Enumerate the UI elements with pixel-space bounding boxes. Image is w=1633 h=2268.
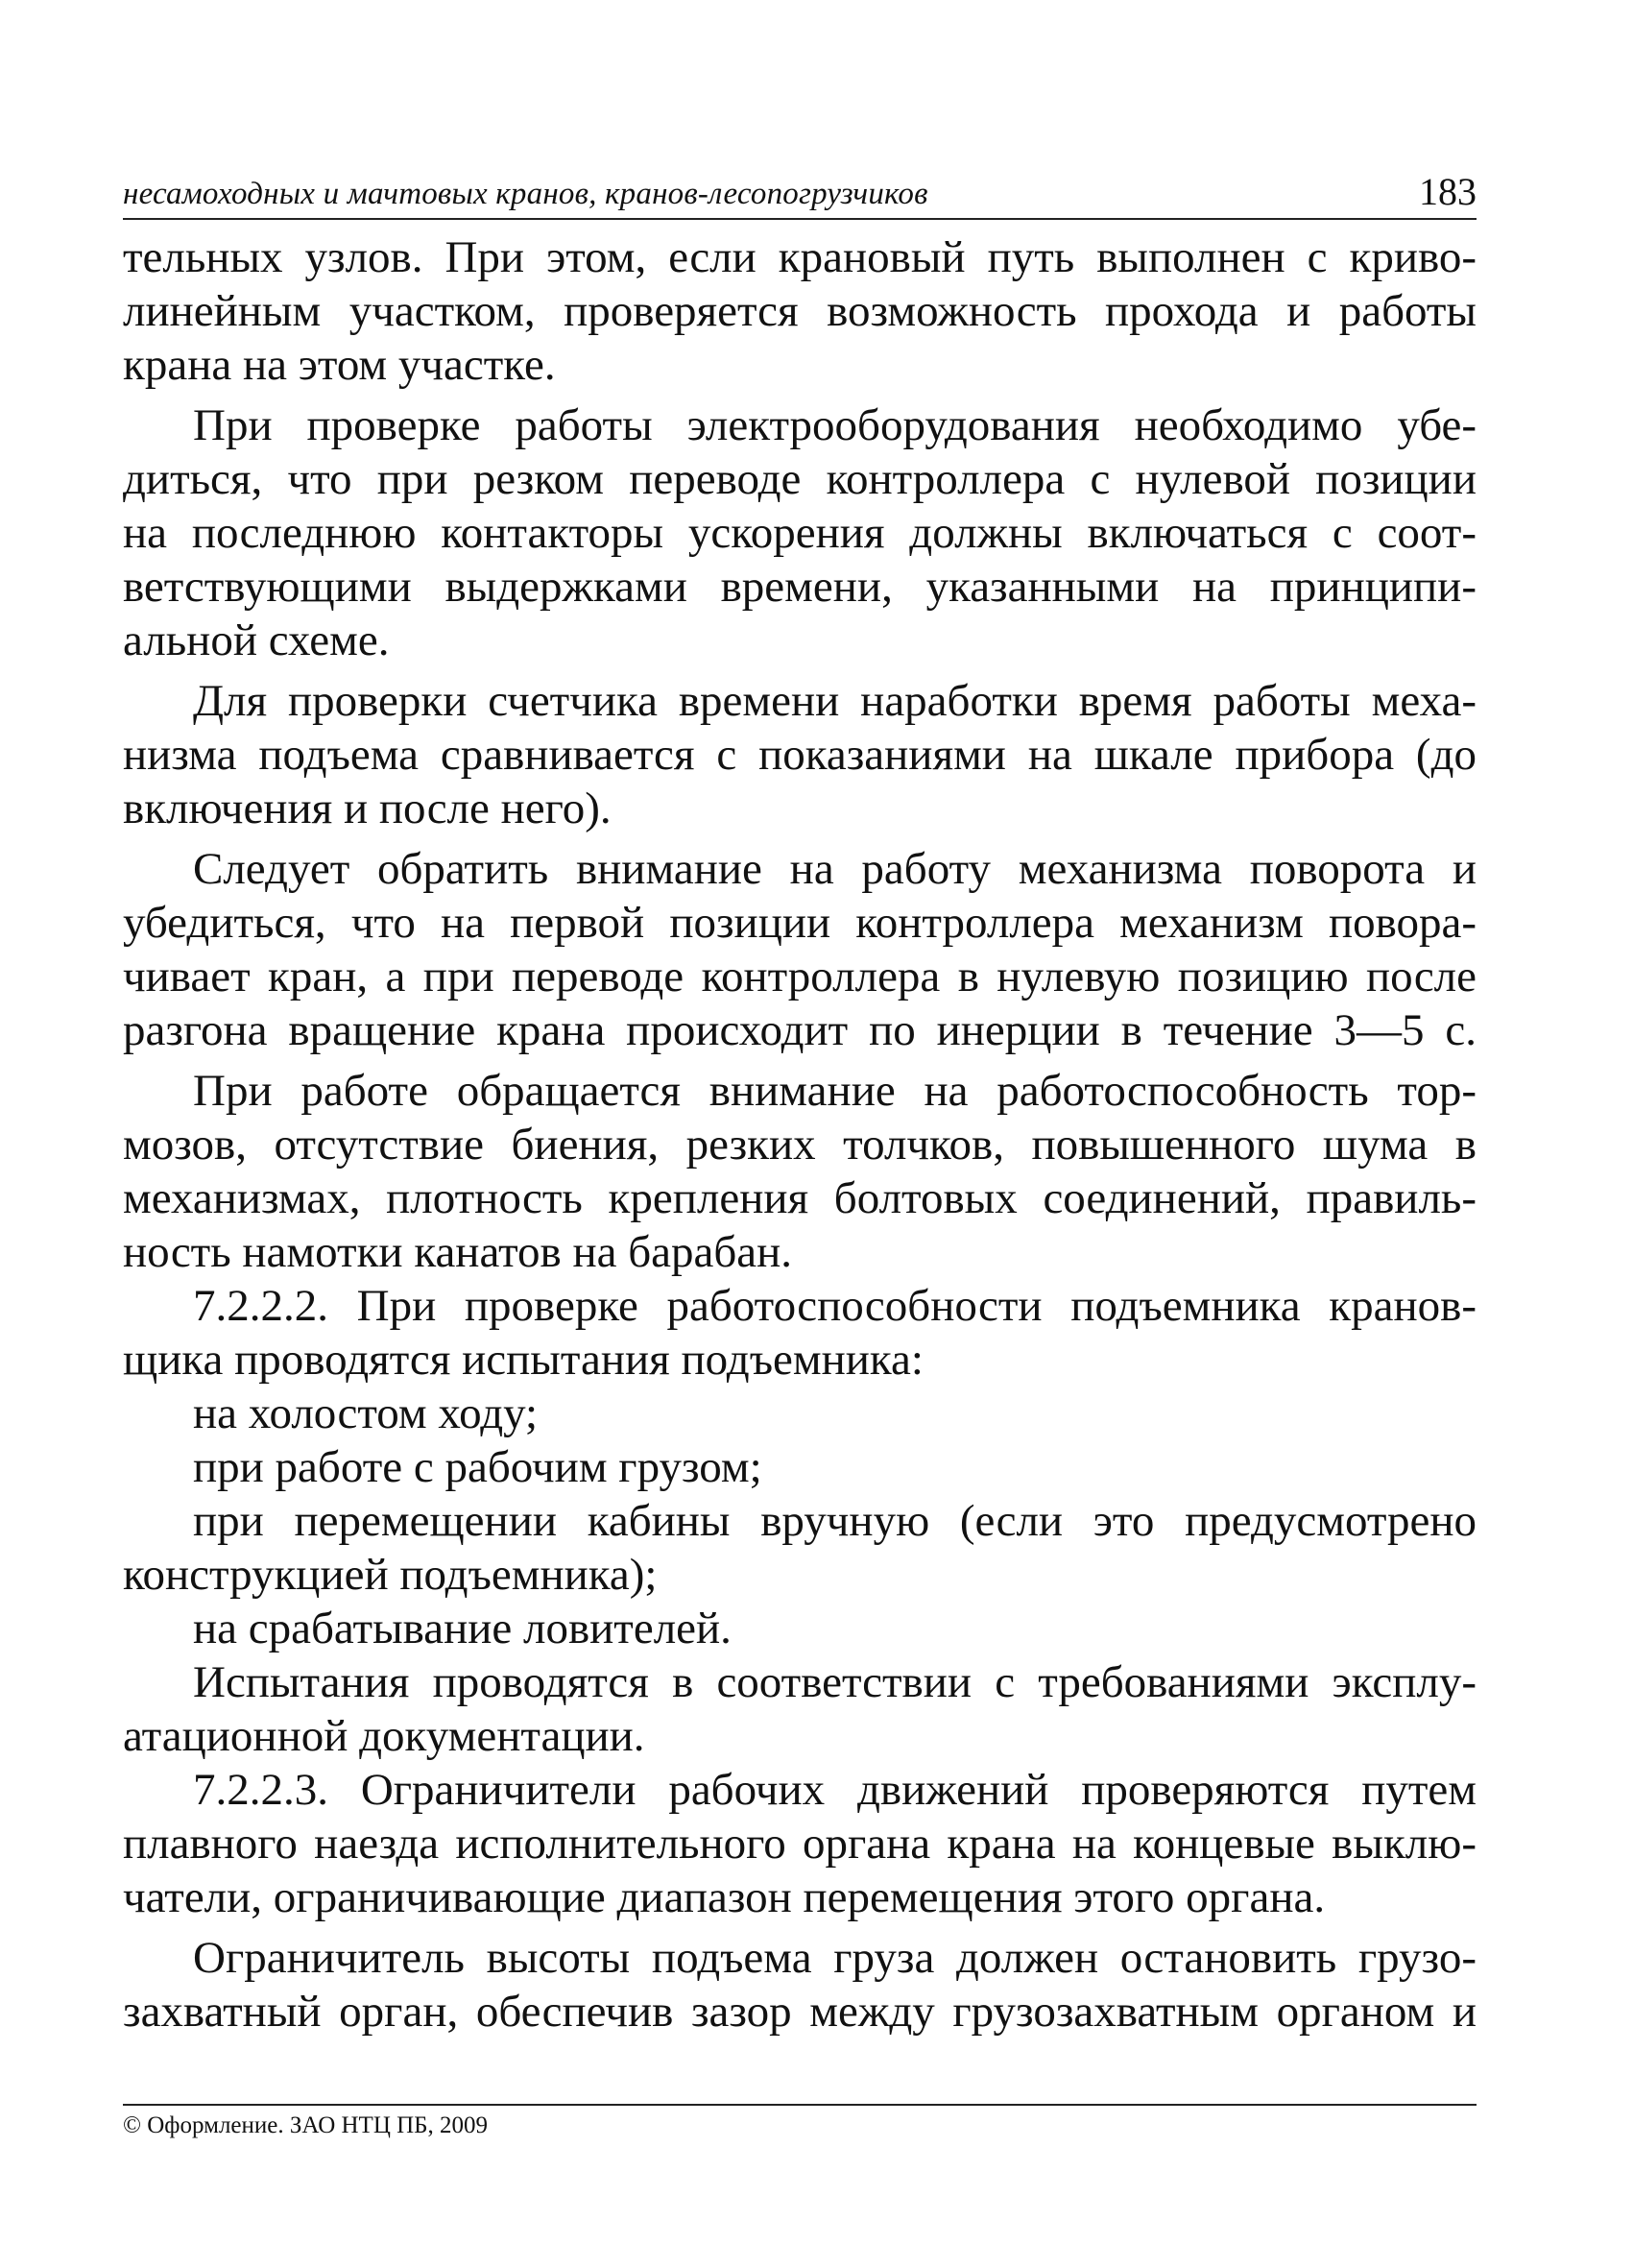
text-line: тельных узлов. При этом, если крановый путь выполнен с криво- (123, 232, 1477, 282)
text-line: Для проверки счетчика времени наработки время работы меха- (193, 676, 1477, 726)
text-line: включения и после него). (123, 784, 612, 833)
list-item: при работе с рабочим грузом; (193, 1442, 762, 1492)
text-line: При проверке работы электрооборудования необходимо убе- (193, 400, 1477, 450)
list-item: на холостом ходу; (193, 1388, 539, 1438)
text-line: чатели, ограничивающие диапазон перемещения этого органа. (123, 1872, 1326, 1922)
list-item: при перемещении кабины вручную (если это предусмотрено (193, 1496, 1477, 1546)
text-line: Ограничитель высоты подъема груза должен остановить грузо- (193, 1933, 1477, 1983)
text-line: ность намотки канатов на барабан. (123, 1227, 793, 1277)
text-line: захватный орган, обеспечив зазор между грузозахватным органом и (123, 1987, 1477, 2037)
text-line: разгона вращение крана происходит по инерции в течение 3—5 с. (123, 1005, 1477, 1055)
text-line: ветствующими выдержками времени, указанными на принципи- (123, 562, 1477, 612)
text-line: линейным участком, проверяется возможность прохода и работы (123, 286, 1477, 336)
text-line: При работе обращается внимание на работоспособность тор- (193, 1066, 1477, 1116)
text-line: 7.2.2.2. При проверке работоспособности подъемника кранов- (193, 1281, 1477, 1331)
text-line: на последнюю контакторы ускорения должны включаться с соот- (123, 508, 1477, 558)
page-number: 183 (1419, 170, 1477, 213)
text-line: плавного наезда исполнительного органа крана на концевые выклю- (123, 1819, 1477, 1869)
footer-divider (123, 2104, 1477, 2106)
text-line: убедиться, что на первой позиции контроллера механизм повора- (123, 898, 1477, 948)
text-line: Следует обратить внимание на работу механизма поворота и (193, 844, 1477, 894)
footer-copyright: © Оформление. ЗАО НТЦ ПБ, 2009 (123, 2112, 489, 2138)
text-line: альной схеме. (123, 615, 390, 665)
text-line: конструкцией подъемника); (123, 1550, 658, 1600)
text-line: низма подъема сравнивается с показаниями на шкале прибора (до (123, 730, 1477, 780)
text-line: щика проводятся испытания подъемника: (123, 1335, 924, 1385)
text-line: механизмах, плотность крепления болтовых соединений, правиль- (123, 1173, 1477, 1223)
text-line: Испытания проводятся в соответствии с требованиями эксплу- (193, 1657, 1477, 1707)
text-line: чивает кран, а при переводе контроллера в нулевую позицию после (123, 952, 1477, 1001)
text-line: диться, что при резком переводе контроллера с нулевой позиции (123, 454, 1477, 504)
text-line: 7.2.2.3. Ограничители рабочих движений проверяются путем (193, 1765, 1477, 1815)
running-header-title: несамоходных и мачтовых кранов, кранов-лесопогрузчиков (123, 177, 928, 211)
text-line: атационной документации. (123, 1711, 645, 1761)
text-line: мозов, отсутствие биения, резких толчков, повышенного шума в (123, 1120, 1477, 1170)
text-line: крана на этом участке. (123, 340, 556, 390)
list-item: на срабатывание ловителей. (193, 1604, 732, 1653)
body-text (123, 230, 1477, 2039)
running-header (123, 158, 1477, 220)
